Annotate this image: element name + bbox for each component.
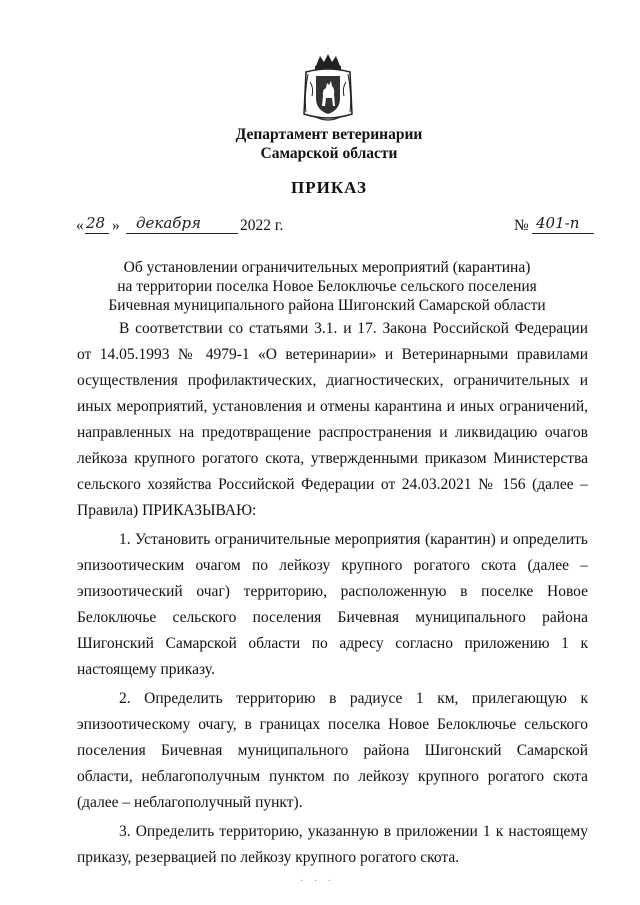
subject-line3: Бичевная муниципального района Шигонский Самарской области [108, 297, 546, 314]
department-name-line2: Самарской области [260, 145, 398, 162]
date-day-handwritten: 28 [86, 214, 106, 232]
date-month-handwritten: декабря [136, 214, 201, 232]
subject-line1: Об установлении ограничительных мероприятий (карантина) [123, 259, 531, 276]
order-date-number-line [76, 214, 596, 238]
samara-coat-of-arms-icon [300, 52, 356, 124]
scan-speckle: · · · [300, 876, 335, 887]
order-number-label: № [514, 217, 529, 234]
date-close-quote: » [112, 217, 120, 234]
order-title [0, 178, 640, 198]
department-header [0, 125, 640, 163]
item-2-paragraph: 2. Определить территорию в радиусе 1 км, прилегающую к эпизоотическому очагу, в границах поселка Новое Белоключье сельского поселения Бичевная муниципального района Шигонский Самарской области, неблагополучным пунктом по лейкозу крупного рогатого скота (далее – неблагополучный пункт). [77, 690, 588, 811]
order-subject [0, 258, 640, 315]
date-open-quote: « [76, 217, 84, 234]
department-name-line1: Департамент ветеринарии [235, 126, 423, 143]
date-month-underline [126, 233, 238, 234]
date-year: 2022 г. [240, 217, 284, 234]
order-body [77, 316, 588, 871]
subject-line2: на территории поселка Новое Белоключье сельского поселения [117, 278, 537, 295]
item-1-paragraph: 1. Установить ограничительные мероприятия (карантин) и определить эпизоотическим очагом по лейкозу крупного рогатого скота (далее – эпизоотический очаг) территорию, расположенную в поселке Новое Белоключье сельского поселения Бичевная муниципального района Шигонский Самарской области по адресу согласно приложению 1 к настоящему приказу. [77, 531, 588, 678]
order-number-underline [532, 233, 594, 234]
date-day-underline [85, 233, 109, 234]
preamble-paragraph: В соответствии со статьями 3.1. и 17. Закона Российской Федерации от 14.05.1993 № 4979-1 «О ветеринарии» и Ветеринарными правилами осуществления профилактических, диагностических, ограничительных и иных мероприятий, установления и отмены карантина и иных ограничений, направленных на предотвращение распространения и ликвидацию очагов лейкоза крупного рогатого скота, утвержденными приказом Министерства сельского хозяйства Российской Федерации от 24.03.2021 № 156 (далее – Правила) ПРИКАЗЫВАЮ: [77, 320, 588, 519]
item-3-paragraph: 3. Определить территорию, указанную в приложении 1 к настоящему приказу, резервацией по лейкозу крупного рогатого скота. [77, 823, 588, 866]
order-number-handwritten: 401-п [536, 214, 580, 232]
order-title-text: ПРИКАЗ [291, 178, 367, 197]
